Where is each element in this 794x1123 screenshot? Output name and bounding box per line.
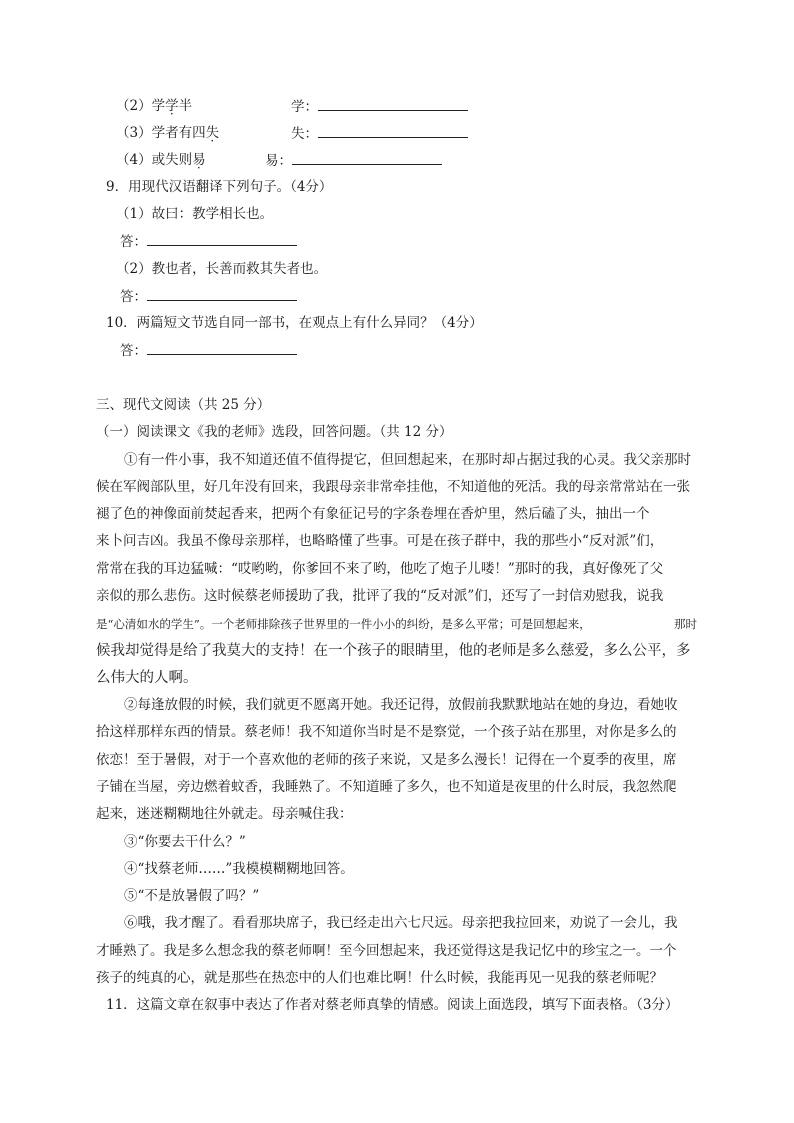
- answer-blank[interactable]: [147, 288, 297, 301]
- question-9-sentence-1: （1）故曰：教学相长也。: [116, 206, 274, 222]
- vocab-item-3: （3）学者有四失: [116, 125, 220, 141]
- dialogue-line: ③“你要去干什么？”: [124, 834, 246, 850]
- vocab-item-4: （4）或失则易: [116, 152, 206, 168]
- section-3-title: 三、现代文阅读（共 25 分）: [96, 397, 271, 413]
- question-9-sentence-2: （2）教也者，长善而救其失者也。: [116, 261, 328, 277]
- passage-line: ①有一件小事，我不知道还值不值得提它，但回想起来，在那时却占据过我的心灵。我父亲那时: [124, 452, 691, 468]
- passage-line: 候我却觉得是给了我莫大的支持！在一个孩子的眼睛里，他的老师是多么慈爱，多么公平，多: [96, 643, 691, 659]
- question-9-title: 9．用现代汉语翻译下列句子。（4分）: [106, 179, 333, 195]
- passage-line: 拾这样那样东西的情景。蔡老师！我不知道你当时是不是察觉，一个孩子站在那里，对你是多么的: [96, 724, 677, 740]
- passage-line: 常常在我的耳边猛喊：“哎哟哟，你爹回不来了哟，他吃了炮子儿喽！”那时的我，真好像死了父: [96, 561, 664, 577]
- answer-blank[interactable]: [147, 233, 297, 246]
- passage-line: 那时: [674, 617, 697, 631]
- passage-line: 是“心清如水的学生”。一个老师排除孩子世界里的一件小小的纠纷，是多么平常；可是回想起来，: [96, 617, 591, 631]
- passage-line: 孩子的纯真的心，就是那些在热恋中的人们也难比啊！什么时候，我能再见一见我的蔡老师呢？: [96, 970, 663, 986]
- passage-line: 亲似的那么悲伤。这时候蔡老师援助了我，批评了我的“反对派”们，还写了一封信劝慰我，说我: [96, 588, 664, 604]
- answer-blank[interactable]: [318, 98, 468, 111]
- vocab-answer-3: 失：: [291, 125, 468, 142]
- vocab-answer-4: 易：: [265, 152, 442, 169]
- vocab-answer-2: 学：: [291, 98, 468, 115]
- question-10-title: 10．两篇短文节选自同一部书，在观点上有什么异同？（4分）: [106, 315, 483, 331]
- question-9-answer-2: 答：: [120, 288, 297, 305]
- passage-line: ②每逢放假的时候，我们就更不愿离开她。我还记得，放假前我默默地站在她的身边，看她收: [124, 697, 678, 713]
- passage-line: 起来，迷迷糊糊地往外就走。母亲喊住我：: [96, 806, 353, 822]
- passage-line: 褪了色的神像面前焚起香来，把两个有象征记号的字条卷埋在香炉里，然后磕了头，抽出一个: [96, 506, 650, 522]
- question-11-title: 11．这篇文章在叙事中表达了作者对蔡老师真挚的情感。阅读上面选段，填写下面表格。（3分）: [106, 997, 679, 1013]
- passage-line: 才睡熟了。我是多么想念我的蔡老师啊！至今回想起来，我还觉得这是我记忆中的珍宝之一。一个: [96, 943, 677, 959]
- passage-line: 来卜问吉凶。我虽不像母亲那样，也略略懂了些事。可是在孩子群中，我的那些小“反对派”们，: [96, 533, 664, 549]
- answer-blank[interactable]: [147, 342, 297, 355]
- vocab-item-2: （2）学学半: [116, 98, 193, 114]
- dialogue-line: ④“找蔡老师……”我模模糊糊地回答。: [124, 861, 354, 877]
- passage-line: 子铺在当屋，旁边燃着蚊香，我睡熟了。不知道睡了多久，也不知道是夜里的什么时辰，我忽然爬: [96, 779, 677, 795]
- passage-line: ⑥哦，我才醒了。看看那块席子，我已经走出六七尺远。母亲把我拉回来，劝说了一会儿，我: [124, 915, 678, 931]
- dialogue-line: ⑤“不是放暑假了吗？”: [124, 888, 260, 904]
- passage-line: 么伟大的人啊。: [96, 670, 198, 686]
- section-3-subtitle: （一）阅读课文《我的老师》选段，回答问题。（共 12 分）: [96, 424, 453, 440]
- answer-blank[interactable]: [318, 125, 468, 138]
- answer-blank[interactable]: [292, 152, 442, 165]
- question-10-answer: 答：: [120, 342, 297, 359]
- passage-line: 依恋！至于暑假，对于一个喜欢他的老师的孩子来说，又是多么漫长！记得在一个夏季的夜里，席: [96, 752, 677, 768]
- passage-line: 候在军阀部队里，好几年没有回来，我跟母亲非常牵挂他，不知道他的死活。我的母亲常常站在一张: [96, 479, 690, 495]
- question-9-answer-1: 答：: [120, 233, 297, 250]
